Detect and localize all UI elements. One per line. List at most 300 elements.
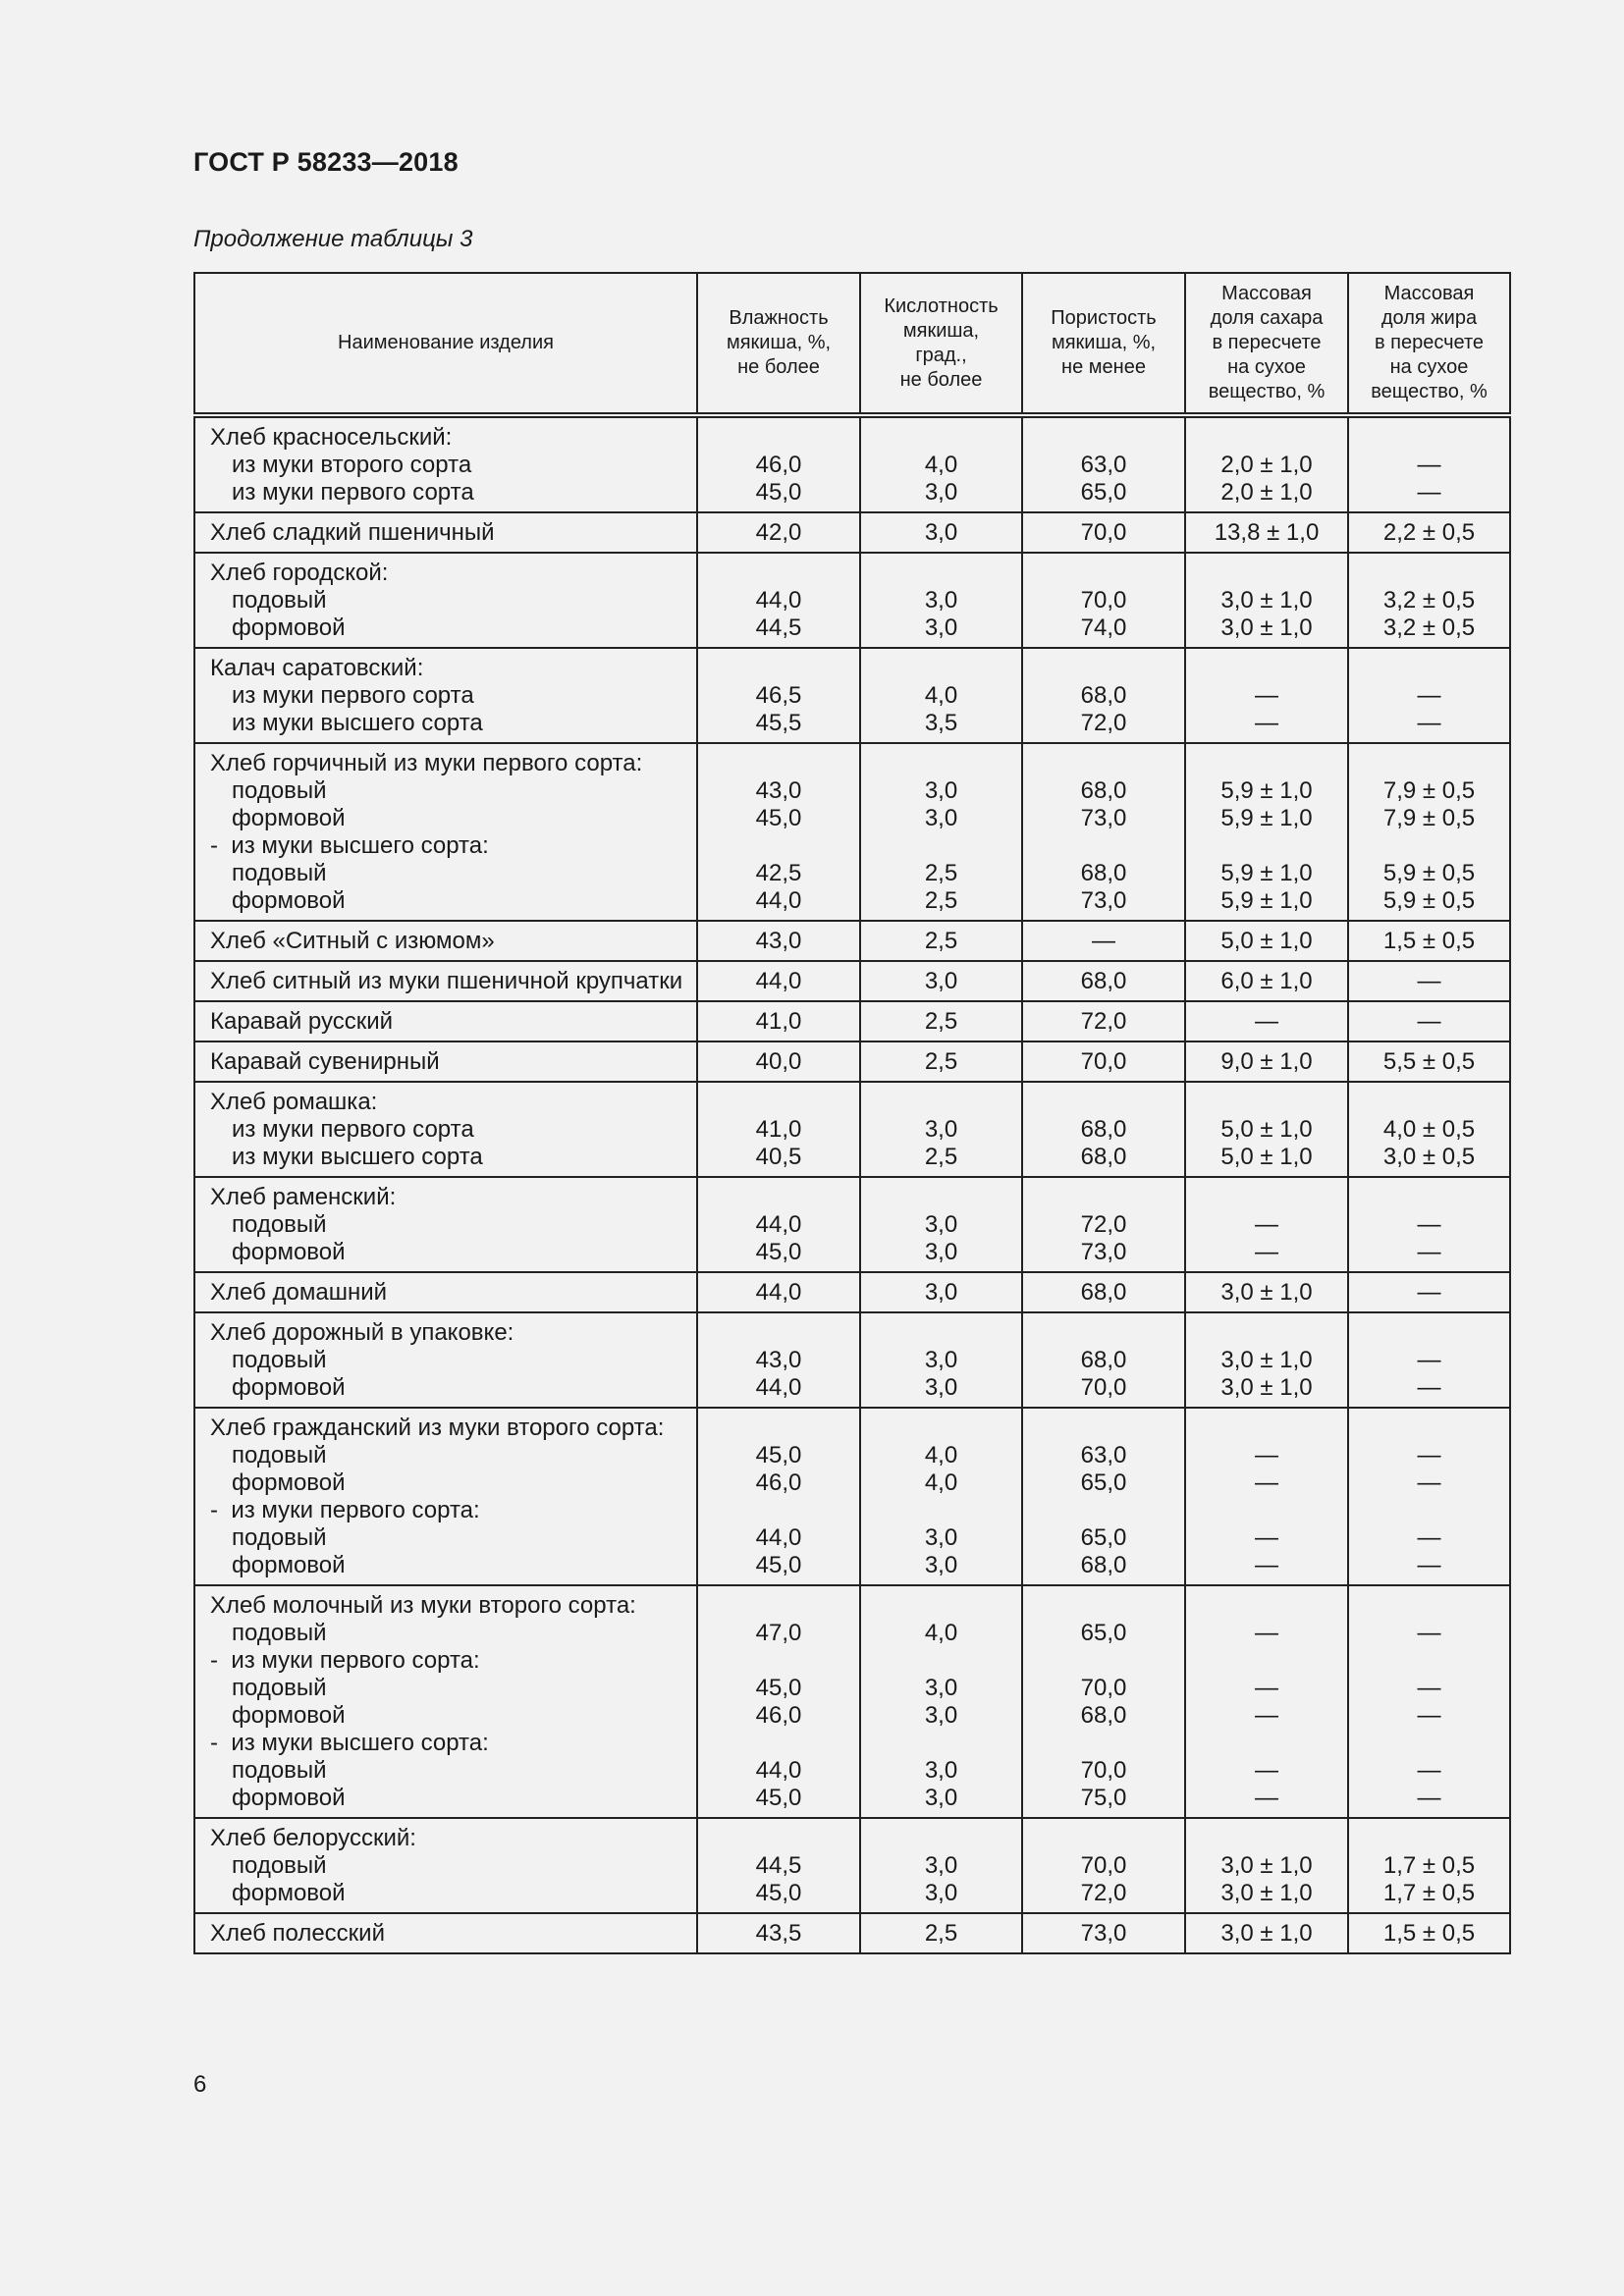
product-name-label: Хлеб ромашка: bbox=[210, 1089, 378, 1115]
value-line: 70,0 bbox=[1080, 1374, 1127, 1401]
value-line: — bbox=[1255, 1442, 1278, 1468]
value-line: 3,0 ± 1,0 bbox=[1220, 1279, 1313, 1306]
value-line: 65,0 bbox=[1080, 1469, 1127, 1496]
value-line bbox=[698, 1184, 859, 1211]
acidity-cell bbox=[860, 1177, 1022, 1272]
header-line: на сухое bbox=[1227, 356, 1306, 378]
fat-cell bbox=[1348, 1818, 1510, 1913]
value-line bbox=[1186, 1415, 1347, 1442]
value-line bbox=[1349, 1497, 1509, 1524]
value-line bbox=[698, 750, 859, 777]
value-line: 2,5 bbox=[924, 860, 958, 886]
product-name-label: Хлеб городской: bbox=[210, 560, 389, 586]
product-name-cell bbox=[194, 1082, 697, 1177]
value-line: 3,2 ± 0,5 bbox=[1382, 587, 1476, 614]
product-variant-label: подовый bbox=[232, 1620, 327, 1646]
table-row bbox=[194, 921, 1510, 961]
header-line: в пересчете bbox=[1212, 332, 1322, 353]
value-line: 70,0 bbox=[1080, 587, 1127, 614]
value-line: 75,0 bbox=[1080, 1785, 1127, 1811]
value-line bbox=[1186, 1089, 1347, 1116]
fat-cell bbox=[1348, 512, 1510, 553]
value-line: 7,9 ± 0,5 bbox=[1382, 805, 1476, 831]
porosity-cell bbox=[1022, 1408, 1185, 1585]
value-line: 68,0 bbox=[1080, 860, 1127, 886]
product-variant-label: из муки первого сорта bbox=[232, 479, 474, 506]
value-line: — bbox=[1417, 1008, 1441, 1035]
fat-cell bbox=[1348, 1082, 1510, 1177]
value-line: 68,0 bbox=[1080, 1702, 1127, 1729]
value-line: 42,5 bbox=[755, 860, 802, 886]
value-line: 68,0 bbox=[1080, 1116, 1127, 1143]
value-line: 72,0 bbox=[1080, 1880, 1127, 1906]
table-row bbox=[194, 1585, 1510, 1818]
value-line bbox=[1023, 1647, 1184, 1675]
value-line bbox=[698, 1592, 859, 1620]
value-line: 46,5 bbox=[755, 682, 802, 709]
value-line: 1,5 ± 0,5 bbox=[1382, 1920, 1476, 1947]
value-line: 44,0 bbox=[755, 887, 802, 914]
value-line bbox=[1186, 1184, 1347, 1211]
product-variant-label: из муки первого сорта bbox=[232, 1116, 474, 1143]
value-line bbox=[1023, 1319, 1184, 1347]
value-line: 45,0 bbox=[755, 1785, 802, 1811]
fat-cell bbox=[1348, 1913, 1510, 1953]
acidity-cell bbox=[860, 1001, 1022, 1041]
moisture-cell bbox=[697, 1082, 860, 1177]
value-line: 44,0 bbox=[755, 1211, 802, 1238]
fat-cell bbox=[1348, 1408, 1510, 1585]
value-line bbox=[861, 1089, 1021, 1116]
value-line: 70,0 bbox=[1080, 1757, 1127, 1784]
header-line: доля жира bbox=[1380, 307, 1478, 329]
table-row bbox=[194, 1001, 1510, 1041]
moisture-cell bbox=[697, 961, 860, 1001]
moisture-cell bbox=[697, 1001, 860, 1041]
value-line bbox=[1023, 1497, 1184, 1524]
value-line: 2,5 bbox=[924, 887, 958, 914]
value-line bbox=[698, 560, 859, 587]
product-name-cell bbox=[194, 648, 697, 743]
value-line bbox=[861, 832, 1021, 860]
header-fat bbox=[1348, 273, 1510, 415]
value-line: 4,0 bbox=[924, 1442, 958, 1468]
porosity-cell bbox=[1022, 1585, 1185, 1818]
value-line: 44,0 bbox=[755, 1374, 802, 1401]
value-line bbox=[1186, 1497, 1347, 1524]
value-line bbox=[698, 1319, 859, 1347]
product-variant-label: из муки второго сорта bbox=[232, 452, 472, 478]
product-variant-label: подовый bbox=[232, 1675, 327, 1701]
fat-cell bbox=[1348, 743, 1510, 921]
product-name-label: Хлеб молочный из муки второго сорта: bbox=[210, 1592, 636, 1619]
value-line bbox=[1349, 1184, 1509, 1211]
value-line: 3,0 bbox=[924, 1374, 958, 1401]
value-line: — bbox=[1417, 479, 1441, 506]
value-line: 63,0 bbox=[1080, 1442, 1127, 1468]
product-name-label: Хлеб раменский: bbox=[210, 1184, 397, 1210]
sugar-cell bbox=[1185, 512, 1348, 553]
moisture-cell bbox=[697, 1913, 860, 1953]
table-row bbox=[194, 648, 1510, 743]
product-variant-label: формовой bbox=[232, 887, 346, 914]
product-variant-label: формовой bbox=[232, 1469, 346, 1496]
value-line: — bbox=[1417, 682, 1441, 709]
sugar-cell bbox=[1185, 1272, 1348, 1312]
moisture-cell bbox=[697, 743, 860, 921]
value-line: 68,0 bbox=[1080, 682, 1127, 709]
value-line bbox=[1186, 655, 1347, 682]
table-header-row bbox=[194, 273, 1510, 415]
value-line bbox=[861, 1825, 1021, 1852]
acidity-cell bbox=[860, 743, 1022, 921]
fat-cell bbox=[1348, 1177, 1510, 1272]
fat-cell bbox=[1348, 1001, 1510, 1041]
product-name-label: - из муки первого сорта: bbox=[210, 1647, 480, 1674]
value-line bbox=[698, 832, 859, 860]
value-line: — bbox=[1255, 682, 1278, 709]
table-body bbox=[194, 415, 1510, 1953]
value-line: 2,5 bbox=[924, 928, 958, 954]
value-line bbox=[1023, 424, 1184, 452]
acidity-cell bbox=[860, 512, 1022, 553]
table-row bbox=[194, 961, 1510, 1001]
value-line bbox=[1186, 1825, 1347, 1852]
acidity-cell bbox=[860, 415, 1022, 512]
value-line bbox=[861, 1497, 1021, 1524]
value-line: — bbox=[1255, 1620, 1278, 1646]
product-variant-label: формовой bbox=[232, 1374, 346, 1401]
table-row bbox=[194, 415, 1510, 512]
value-line: 43,0 bbox=[755, 928, 802, 954]
product-name-label: Хлеб гражданский из муки второго сорта: bbox=[210, 1415, 665, 1441]
value-line bbox=[1023, 1415, 1184, 1442]
value-line bbox=[1349, 655, 1509, 682]
value-line: 43,5 bbox=[755, 1920, 802, 1947]
porosity-cell bbox=[1022, 512, 1185, 553]
sugar-cell bbox=[1185, 1913, 1348, 1953]
table-row bbox=[194, 1041, 1510, 1082]
header-line: не более bbox=[737, 356, 820, 378]
value-line: 3,0 bbox=[924, 614, 958, 641]
value-line bbox=[861, 1319, 1021, 1347]
header-line: доля сахара bbox=[1210, 307, 1324, 329]
sugar-cell bbox=[1185, 1082, 1348, 1177]
product-name-cell bbox=[194, 1041, 697, 1082]
value-line: 40,0 bbox=[755, 1048, 802, 1075]
product-variant-label: подовый bbox=[232, 1442, 327, 1468]
header-line: Массовая bbox=[1221, 283, 1312, 304]
value-line: 2,0 ± 1,0 bbox=[1220, 452, 1313, 478]
moisture-cell bbox=[697, 1177, 860, 1272]
value-line: — bbox=[1417, 452, 1441, 478]
value-line: 44,5 bbox=[755, 614, 802, 641]
value-line bbox=[1186, 424, 1347, 452]
sugar-cell bbox=[1185, 743, 1348, 921]
value-line bbox=[861, 750, 1021, 777]
value-line: 65,0 bbox=[1080, 1620, 1127, 1646]
value-line bbox=[1186, 832, 1347, 860]
moisture-cell bbox=[697, 415, 860, 512]
value-line: 4,0 bbox=[924, 452, 958, 478]
value-line bbox=[861, 1184, 1021, 1211]
acidity-cell bbox=[860, 1408, 1022, 1585]
value-line: 3,0 ± 1,0 bbox=[1220, 1880, 1313, 1906]
sugar-cell bbox=[1185, 1001, 1348, 1041]
value-line: 45,0 bbox=[755, 1675, 802, 1701]
value-line: — bbox=[1417, 1524, 1441, 1551]
header-line: град., bbox=[915, 344, 967, 366]
value-line: — bbox=[1417, 1279, 1441, 1306]
value-line: — bbox=[1255, 1239, 1278, 1265]
value-line: 46,0 bbox=[755, 452, 802, 478]
product-variant-label: из муки высшего сорта bbox=[232, 710, 483, 736]
value-line bbox=[698, 1825, 859, 1852]
value-line bbox=[1023, 560, 1184, 587]
value-line: 70,0 bbox=[1080, 1048, 1127, 1075]
header-line: не менее bbox=[1061, 356, 1146, 378]
product-name-cell bbox=[194, 512, 697, 553]
value-line: — bbox=[1417, 1757, 1441, 1784]
value-line: 44,0 bbox=[755, 968, 802, 994]
header-line: Пористость bbox=[1051, 307, 1157, 329]
product-variant-label: подовый bbox=[232, 1757, 327, 1784]
table-row bbox=[194, 1082, 1510, 1177]
value-line bbox=[1349, 1825, 1509, 1852]
fat-cell bbox=[1348, 648, 1510, 743]
value-line: 13,8 ± 1,0 bbox=[1214, 519, 1320, 546]
value-line bbox=[861, 1415, 1021, 1442]
value-line bbox=[861, 1730, 1021, 1757]
header-line: Наименование изделия bbox=[338, 332, 554, 353]
acidity-cell bbox=[860, 1913, 1022, 1953]
header-product-name bbox=[194, 273, 697, 415]
value-line: — bbox=[1255, 1211, 1278, 1238]
product-variant-label: формовой bbox=[232, 1880, 346, 1906]
value-line bbox=[698, 1647, 859, 1675]
value-line: — bbox=[1417, 1469, 1441, 1496]
product-variant-label: подовый bbox=[232, 777, 327, 804]
value-line: 44,0 bbox=[755, 1757, 802, 1784]
product-name-label: Хлеб белорусский: bbox=[210, 1825, 416, 1851]
value-line bbox=[1186, 750, 1347, 777]
sugar-cell bbox=[1185, 921, 1348, 961]
product-name-cell bbox=[194, 1408, 697, 1585]
product-name-cell bbox=[194, 415, 697, 512]
table-row bbox=[194, 512, 1510, 553]
porosity-cell bbox=[1022, 743, 1185, 921]
value-line bbox=[861, 424, 1021, 452]
product-variant-label: подовый bbox=[232, 1347, 327, 1373]
value-line: 72,0 bbox=[1080, 1008, 1127, 1035]
value-line: — bbox=[1417, 1785, 1441, 1811]
moisture-cell bbox=[697, 921, 860, 961]
header-line: вещество, % bbox=[1371, 381, 1488, 402]
value-line: 3,0 bbox=[924, 1279, 958, 1306]
header-moisture bbox=[697, 273, 860, 415]
table-row bbox=[194, 1312, 1510, 1408]
value-line: 41,0 bbox=[755, 1116, 802, 1143]
value-line: 3,0 bbox=[924, 1552, 958, 1578]
value-line: 3,0 ± 1,0 bbox=[1220, 1347, 1313, 1373]
value-line: — bbox=[1255, 1552, 1278, 1578]
value-line: 2,5 bbox=[924, 1144, 958, 1170]
header-sugar bbox=[1185, 273, 1348, 415]
table-caption: Продолжение таблицы 3 bbox=[193, 226, 473, 252]
porosity-cell bbox=[1022, 1001, 1185, 1041]
value-line: 70,0 bbox=[1080, 1852, 1127, 1879]
header-line: не более bbox=[899, 368, 983, 391]
value-line bbox=[698, 424, 859, 452]
porosity-cell bbox=[1022, 1913, 1185, 1953]
value-line: 3,0 bbox=[924, 1880, 958, 1906]
value-line bbox=[1186, 1319, 1347, 1347]
product-name-cell bbox=[194, 1177, 697, 1272]
product-name-cell bbox=[194, 1913, 697, 1953]
value-line: — bbox=[1092, 928, 1115, 954]
table-row bbox=[194, 1408, 1510, 1585]
header-line: Массовая bbox=[1383, 283, 1475, 304]
value-line: 73,0 bbox=[1080, 1239, 1127, 1265]
fat-cell bbox=[1348, 1312, 1510, 1408]
product-variant-label: подовый bbox=[232, 1211, 327, 1238]
value-line: 5,9 ± 0,5 bbox=[1382, 887, 1476, 914]
value-line: 5,0 ± 1,0 bbox=[1220, 1144, 1313, 1170]
header-acidity bbox=[860, 273, 1022, 415]
product-variant-label: из муки высшего сорта bbox=[232, 1144, 483, 1170]
product-variant-label: формовой bbox=[232, 1239, 346, 1265]
product-variant-label: подовый bbox=[232, 1852, 327, 1879]
value-line: 44,0 bbox=[755, 1524, 802, 1551]
value-line: — bbox=[1255, 1757, 1278, 1784]
acidity-cell bbox=[860, 1272, 1022, 1312]
value-line: 5,5 ± 0,5 bbox=[1382, 1048, 1476, 1075]
product-name-cell bbox=[194, 1001, 697, 1041]
value-line: 9,0 ± 1,0 bbox=[1220, 1048, 1313, 1075]
value-line: 73,0 bbox=[1080, 887, 1127, 914]
product-variant-label: подовый bbox=[232, 1524, 327, 1551]
table-row bbox=[194, 1177, 1510, 1272]
sugar-cell bbox=[1185, 961, 1348, 1001]
value-line: 68,0 bbox=[1080, 968, 1127, 994]
header-line: мякиша, %, bbox=[726, 332, 832, 353]
table-row bbox=[194, 743, 1510, 921]
acidity-cell bbox=[860, 648, 1022, 743]
value-line: 65,0 bbox=[1080, 1524, 1127, 1551]
product-variant-label: подовый bbox=[232, 860, 327, 886]
sugar-cell bbox=[1185, 1312, 1348, 1408]
value-line: 3,0 bbox=[924, 1702, 958, 1729]
value-line: 3,2 ± 0,5 bbox=[1382, 614, 1476, 641]
value-line: 3,0 ± 1,0 bbox=[1220, 587, 1313, 614]
value-line: 3,0 bbox=[924, 805, 958, 831]
value-line: 45,0 bbox=[755, 805, 802, 831]
value-line: 65,0 bbox=[1080, 479, 1127, 506]
value-line: 44,0 bbox=[755, 1279, 802, 1306]
porosity-cell bbox=[1022, 1272, 1185, 1312]
acidity-cell bbox=[860, 1585, 1022, 1818]
moisture-cell bbox=[697, 1408, 860, 1585]
product-name-cell bbox=[194, 1272, 697, 1312]
value-line bbox=[1186, 560, 1347, 587]
header-line: Влажность bbox=[729, 307, 829, 329]
value-line: 2,2 ± 0,5 bbox=[1382, 519, 1476, 546]
value-line: 1,7 ± 0,5 bbox=[1382, 1880, 1476, 1906]
product-name-label: Каравай сувенирный bbox=[210, 1048, 440, 1075]
value-line bbox=[1023, 750, 1184, 777]
porosity-cell bbox=[1022, 1082, 1185, 1177]
value-line: 3,0 bbox=[924, 777, 958, 804]
value-line bbox=[1023, 655, 1184, 682]
moisture-cell bbox=[697, 1585, 860, 1818]
product-name-cell bbox=[194, 1312, 697, 1408]
value-line: — bbox=[1417, 1620, 1441, 1646]
value-line bbox=[698, 1415, 859, 1442]
value-line bbox=[1349, 560, 1509, 587]
fat-cell bbox=[1348, 553, 1510, 648]
value-line: — bbox=[1255, 1675, 1278, 1701]
value-line bbox=[1023, 1825, 1184, 1852]
sugar-cell bbox=[1185, 1041, 1348, 1082]
acidity-cell bbox=[860, 921, 1022, 961]
value-line: 72,0 bbox=[1080, 710, 1127, 736]
document-title: ГОСТ Р 58233—2018 bbox=[193, 147, 459, 177]
value-line: 44,5 bbox=[755, 1852, 802, 1879]
value-line: 47,0 bbox=[755, 1620, 802, 1646]
value-line: 68,0 bbox=[1080, 1347, 1127, 1373]
value-line: 3,0 bbox=[924, 1852, 958, 1879]
sugar-cell bbox=[1185, 1408, 1348, 1585]
value-line: 70,0 bbox=[1080, 519, 1127, 546]
value-line: 3,0 ± 1,0 bbox=[1220, 1852, 1313, 1879]
value-line: 68,0 bbox=[1080, 777, 1127, 804]
product-name-label: Хлеб сладкий пшеничный bbox=[210, 519, 495, 546]
value-line bbox=[1023, 832, 1184, 860]
value-line: 3,0 ± 0,5 bbox=[1382, 1144, 1476, 1170]
value-line bbox=[1349, 1415, 1509, 1442]
moisture-cell bbox=[697, 1818, 860, 1913]
moisture-cell bbox=[697, 553, 860, 648]
value-line bbox=[1186, 1647, 1347, 1675]
porosity-cell bbox=[1022, 1041, 1185, 1082]
value-line: 43,0 bbox=[755, 1347, 802, 1373]
value-line: 68,0 bbox=[1080, 1144, 1127, 1170]
product-name-cell bbox=[194, 1818, 697, 1913]
value-line: 45,0 bbox=[755, 1552, 802, 1578]
sugar-cell bbox=[1185, 1818, 1348, 1913]
value-line: 46,0 bbox=[755, 1702, 802, 1729]
value-line: — bbox=[1255, 1702, 1278, 1729]
value-line: 4,0 bbox=[924, 1469, 958, 1496]
value-line: 3,0 ± 1,0 bbox=[1220, 614, 1313, 641]
acidity-cell bbox=[860, 1312, 1022, 1408]
value-line: 2,5 bbox=[924, 1048, 958, 1075]
value-line: 73,0 bbox=[1080, 805, 1127, 831]
value-line bbox=[1023, 1592, 1184, 1620]
product-variant-label: формовой bbox=[232, 614, 346, 641]
value-line: — bbox=[1417, 1552, 1441, 1578]
header-line: вещество, % bbox=[1208, 381, 1326, 402]
value-line: 4,0 bbox=[924, 1620, 958, 1646]
value-line: 5,9 ± 0,5 bbox=[1382, 860, 1476, 886]
product-name-cell bbox=[194, 1585, 697, 1818]
header-line: Кислотность bbox=[884, 294, 999, 317]
product-name-label: Хлеб красносельский: bbox=[210, 424, 453, 451]
value-line bbox=[1349, 832, 1509, 860]
product-name-label: Хлеб горчичный из муки первого сорта: bbox=[210, 750, 643, 776]
moisture-cell bbox=[697, 648, 860, 743]
value-line: 1,5 ± 0,5 bbox=[1382, 928, 1476, 954]
